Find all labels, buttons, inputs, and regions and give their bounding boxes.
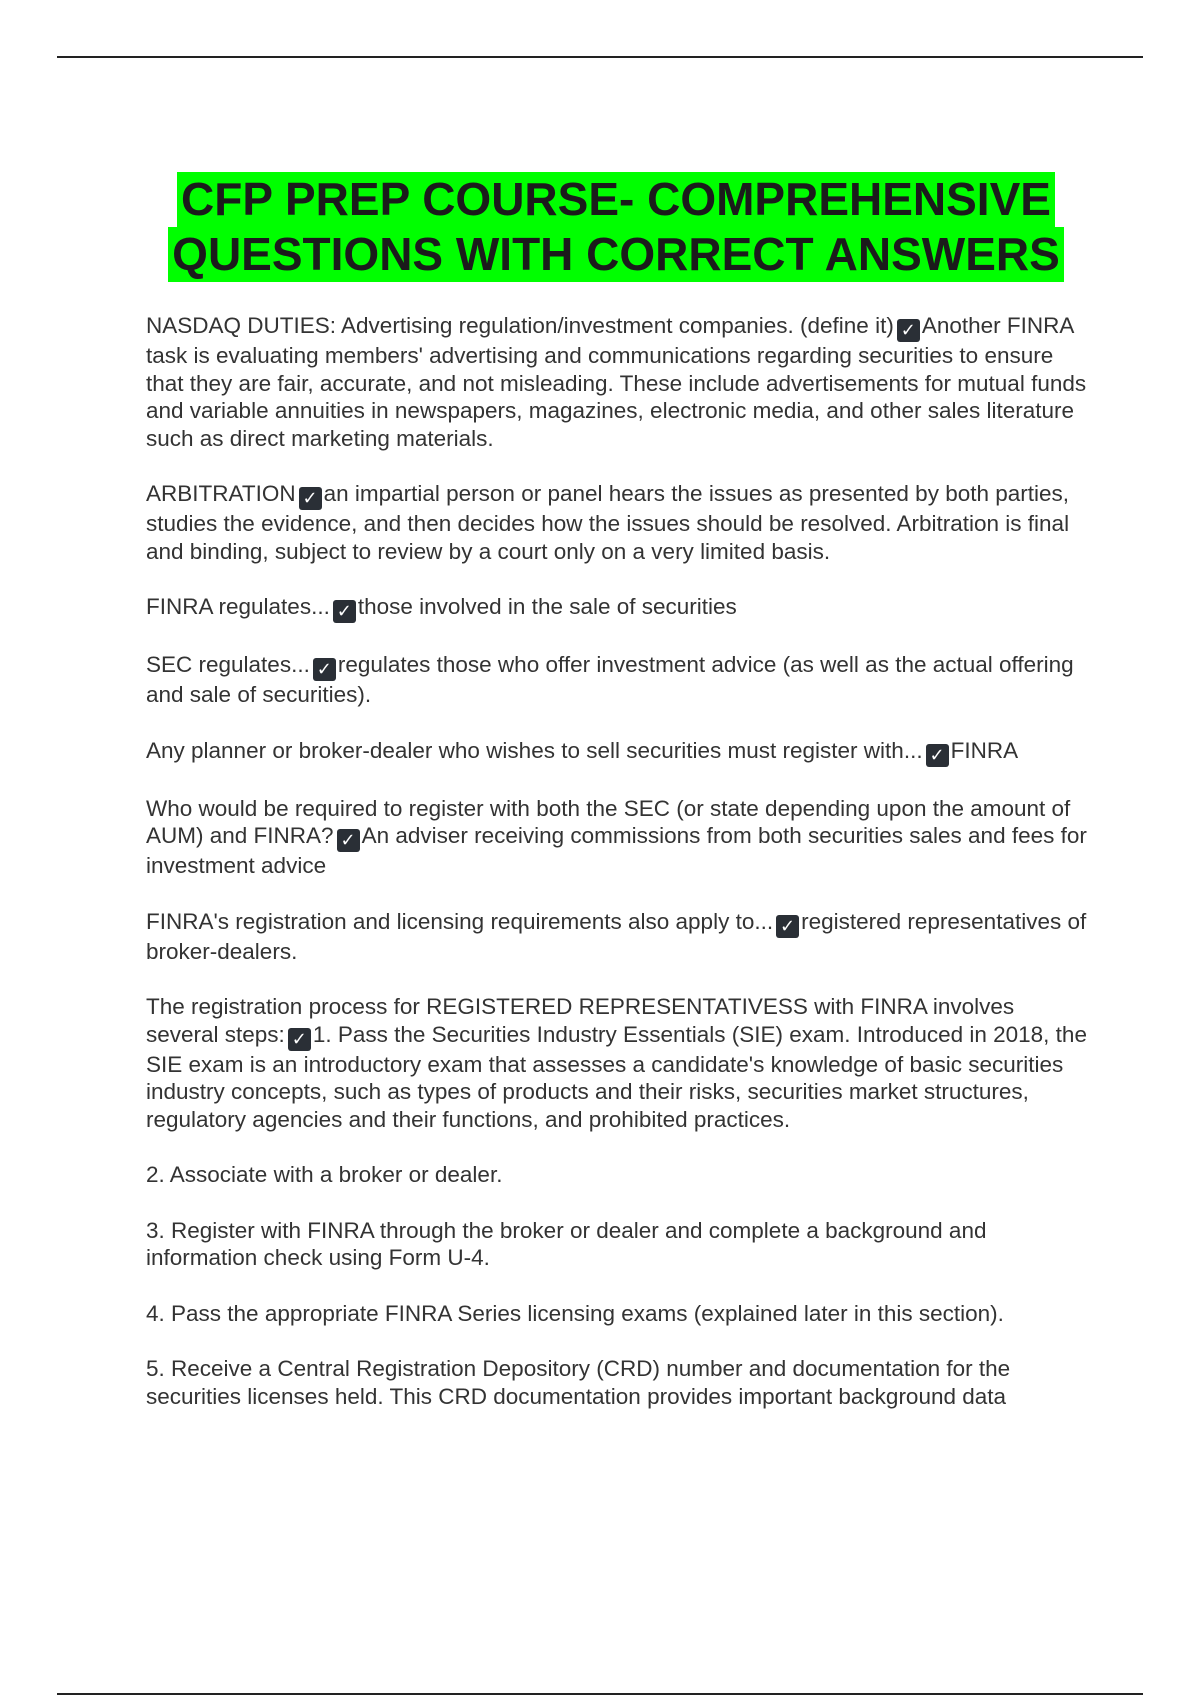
check-mark-icon: ✓ bbox=[897, 319, 920, 342]
qa-question: The registration process for REGISTERED REPRESENTATIVESS with FINRA involves several steps: bbox=[146, 994, 1015, 1047]
qa-item bbox=[146, 480, 1091, 565]
qa-answer: an impartial person or panel hears the issues as presented by both parties, studies the evidence, and then decides how the issues should be resolved. Arbitration is final and binding, subject to review by a court only on a very limited basis. bbox=[146, 481, 1070, 564]
check-mark-icon: ✓ bbox=[313, 658, 336, 681]
qa-answer: regulates those who offer investment advice (as well as the actual offering and sale of securities). bbox=[146, 652, 1074, 707]
qa-answer: Another FINRA task is evaluating members' advertising and communications regarding securities to ensure that they are fair, accurate, and not misleading. These include advertisements for mutual funds and variable annuities in newspapers, magazines, electronic media, and other sales literature such as direct marketing materials. bbox=[146, 313, 1087, 451]
registration-step: 4. Pass the appropriate FINRA Series licensing exams (explained later in this section). bbox=[146, 1300, 1004, 1326]
qa-question: FINRA regulates... bbox=[146, 594, 330, 619]
document-body bbox=[146, 312, 1091, 1438]
qa-question: Any planner or broker-dealer who wishes to sell securities must register with... bbox=[146, 737, 923, 763]
qa-item bbox=[146, 312, 1091, 452]
qa-list bbox=[146, 312, 1091, 1133]
check-mark-icon: ✓ bbox=[337, 829, 360, 852]
title-line-1: CFP PREP COURSE- COMPREHENSIVE bbox=[177, 172, 1055, 227]
registration-step: 5. Receive a Central Registration Depository (CRD) number and documentation for the securities licenses held. This CRD documentation provides important background data bbox=[146, 1356, 1011, 1409]
qa-item bbox=[146, 908, 1091, 966]
qa-item bbox=[146, 651, 1091, 709]
qa-question: SEC regulates... bbox=[146, 652, 310, 677]
check-mark-icon: ✓ bbox=[333, 600, 356, 623]
qa-item bbox=[146, 737, 1091, 767]
check-mark-icon: ✓ bbox=[926, 744, 949, 767]
check-mark-icon: ✓ bbox=[299, 487, 322, 510]
registration-step: 2. Associate with a broker or dealer. bbox=[146, 1162, 503, 1187]
title-line-2: QUESTIONS WITH CORRECT ANSWERS bbox=[168, 227, 1064, 282]
qa-question: ARBITRATION bbox=[146, 481, 296, 506]
qa-question: FINRA's registration and licensing requirements also apply to... bbox=[146, 908, 774, 934]
document-title bbox=[148, 172, 1084, 282]
bottom-divider bbox=[57, 1693, 1143, 1695]
qa-answer: those involved in the sale of securities bbox=[357, 594, 737, 619]
step-list bbox=[146, 1161, 1091, 1410]
top-divider bbox=[57, 56, 1143, 58]
qa-answer: An adviser receiving commissions from both securities sales and fees for investment advice bbox=[146, 823, 1087, 878]
qa-question: NASDAQ DUTIES: Advertising regulation/investment companies. (define it) bbox=[146, 313, 894, 338]
qa-answer: registered representatives of broker-dealers. bbox=[146, 908, 1087, 964]
qa-answer: FINRA bbox=[950, 737, 1019, 763]
qa-answer: 1. Pass the Securities Industry Essentials (SIE) exam. Introduced in 2018, the SIE exam is an introductory exam that assesses a candidate's knowledge of basic securities industry concepts, such as types of products and their risks, securities market structures, regulatory agencies and their functions, and prohibited practices. bbox=[146, 1021, 1087, 1132]
check-mark-icon: ✓ bbox=[288, 1028, 311, 1051]
qa-item bbox=[146, 593, 1091, 623]
qa-item bbox=[146, 993, 1091, 1133]
check-mark-icon: ✓ bbox=[776, 915, 799, 938]
qa-item bbox=[146, 795, 1091, 880]
qa-question: Who would be required to register with both the SEC (or state depending upon the amount of AUM) and FINRA? bbox=[146, 795, 1071, 848]
registration-step: 3. Register with FINRA through the broker or dealer and complete a background and information check using Form U-4. bbox=[146, 1217, 987, 1270]
